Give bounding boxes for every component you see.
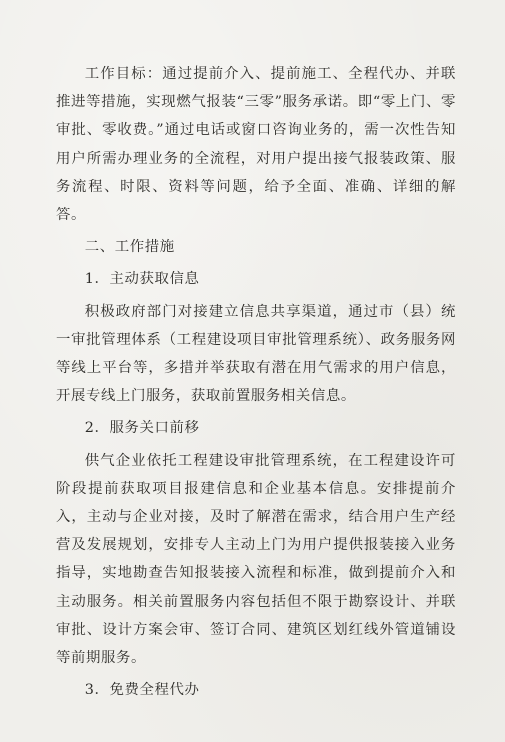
- service-forward-paragraph: 供气企业依托工程建设审批管理系统，在工程建设许可阶段提前获取项目报建信息和企业基本信息。安排提前介入，主动与企业对接，及时了解潜在需求，结合用户生产经营及发展规划，安排专人主动上门为用户提供报装接入业务指导，实地勘查告知报装接入流程和标准，做到提前介入和主动服务。相关前置服务内容包括但不限于勘察设计、并联审批、设计方案会审、签订合同、建筑区划红线外管道铺设等前期服务。: [56, 452, 456, 667]
- subheading-obtain-information: 1．主动获取信息: [84, 271, 200, 288]
- document-body: [56, 60, 456, 704]
- subheading-free-agency: 3．免费全程代办: [84, 682, 200, 699]
- section-heading-work-measures: 二、工作措施: [84, 239, 175, 256]
- subheading-service-forward: 2．服务关口前移: [84, 420, 200, 437]
- obtain-information-paragraph: 积极政府部门对接建立信息共享渠道，通过市（县）统一审批管理体系（工程建设项目审批管理系统）、政务服务网等线上平台等，多措并举获取有潜在用气需求的用户信息，开展专线上门服务，获取前置服务相关信息。: [56, 303, 456, 405]
- goal-paragraph: 工作目标：通过提前介入、提前施工、全程代办、并联推进等措施，实现燃气报装“三零”服务承诺。即“零上门、零审批、零收费。”通过电话或窗口咨询业务的，需一次性告知用户所需办理业务的全流程，对用户提出接气报装政策、服务流程、时限、资料等问题，给予全面、准确、详细的解答。: [56, 66, 456, 224]
